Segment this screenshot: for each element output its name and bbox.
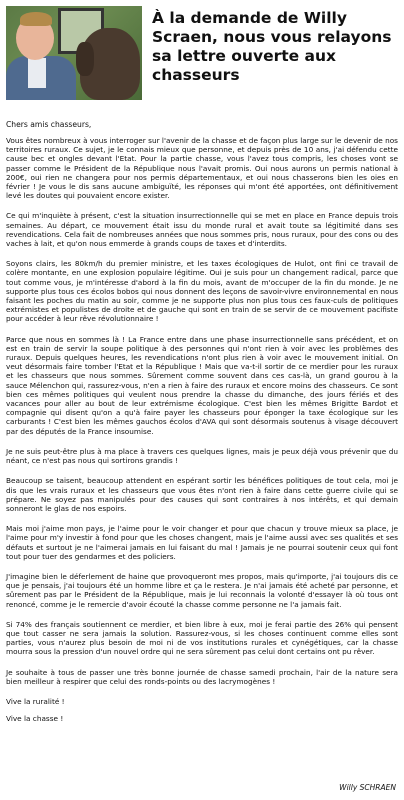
letter-paragraph: Mais moi j'aime mon pays, je l'aime pour le voir changer et pour que chacun y trouve mieux sa place, je l'aime pour m'y investir à fond pour que les choses changent, mais je l'aime aussi avec ses qualités et ses défauts et surtout je ne l'aimerai jamais en lui faisant du mal ! Jamais je ne pourrai soutenir ceux qui font tout pour tuer des gendarmes et des policiers. xyxy=(6,524,398,561)
closing-line: Vive la chasse ! xyxy=(6,713,64,723)
letter-paragraph: Beaucoup se taisent, beaucoup attendent en espérant sortir les bénéfices politiques de tout cela, moi je dis que les vrais ruraux et les chasseurs que vous êtes n'ont rien à faire dans cette guerre civile qui se prépare. Ne soyez pas manipulés pour des causes qui sont contraires à nos intérêts, et qui demain sonneront le glas de nos espoirs. xyxy=(6,476,398,513)
letter-paragraph: J'imagine bien le déferlement de haine que provoqueront mes propos, mais qu'importe, j'ai toujours dis ce que je pensais, j'ai toujours été un homme libre et ça le restera. Je n'ai jamais été acheté par personne, et sûrement pas par le Président de la République, mais je lui reconnais la volonté d'essayer là où tous ont renoncé, comme je le remercie d'avoir écouté la chasse comme personne ne l'a jamais fait. xyxy=(6,571,398,609)
photo-dog-ear xyxy=(76,42,94,76)
letter-paragraph: Je ne suis peut-être plus à ma place à travers ces quelques lignes, mais je peux déjà vous prévenir que du néant, ce n'est pas nous qui sortirons grandis ! xyxy=(6,446,398,466)
photo-man-shirt xyxy=(28,58,46,88)
article-header xyxy=(0,0,404,108)
closing-line: Vive la ruralité ! xyxy=(6,696,65,706)
letter-paragraph: Ce qui m'inquiète à présent, c'est la situation insurrectionnelle qui se met en place en France depuis trois semaines. Au départ, ce mouvement était issu du monde rural et avait toute sa légitimité dans ses revendications. Cela fait de nombreuses années que nous sommes pris, nous ruraux, pour des cons ou des vaches à lait, et qu'on nous emmerde à grands coups de taxes et d'interdits. xyxy=(6,211,398,249)
letter-paragraph: Si 74% des français soutiennent ce merdier, et bien libre à eux, moi je ferai partie des 26% qui pensent que tout casser ne sera jamais la solution. Rassurez-vous, si les choses continuent comme elles sont parties, vous n'aurez plus besoin de moi ni de vos institutions rurales et cynégétiques, car la chasse mourra sous la pression d'un nouvel ordre qui ne sera sûrement pas celui dont certains ont pu rêver. xyxy=(6,619,398,657)
author-photo xyxy=(6,6,142,100)
signature: Willy SCHRAEN xyxy=(339,783,396,792)
letter-paragraph: Soyons clairs, les 80km/h du premier ministre, et les taxes écologiques de Hulot, ont fini ce travail de colère montante, en une explosion populaire légitime. Oui je suis pour un changement radical, parce que tout comme vous, je m'intéresse d'abord à la fin du mois, avant de m'occuper de la fin du monde. Je ne supporte plus tous ces écolos bobos qui nous donnent des leçons de savoir-vivre environnemental en nous faisant les poches du matin au soir, comme je ne supporte plus non plus tous ces faux-culs de politiques extrémistes et populistes de droite et de gauche qui sont en train de se servir de ce mouvement pacifiste pour accéder à leur rêve révolutionnaire ! xyxy=(6,259,398,324)
letter-body xyxy=(6,120,398,731)
letter-paragraph: Parce que nous en sommes là ! La France entre dans une phase insurrectionnelle sans précédent, et on est en train de servir la soupe politique à des personnes qui n'ont rien à voir avec les problèmes des ruraux. Depuis quelques heures, les revendications n'ont plus rien à voir avec le mouvement initial. On veut désormais faire tomber l'Etat et la République ! Mais que va-t-il sortir de ce merdier pour les ruraux et les chasseurs que nous sommes. Sûrement comme souvent dans ces cas-là, un grand gourou à la sauce Mélenchon qui, rassurez-vous, n'en a rien à faire des ruraux et encore moins des chasseurs. Ce sont bien ces mêmes politiques qui veulent nous prendre la chasse du dimanche, des jours fériés et des vacances pour aller au bout de leur extrémisme écologique. C'est bien les mêmes Brigitte Bardot et compagnie qui disent qu'on a qu'à faire payer les chasseurs pour éponger la taxe écologique sur les carburants ! C'est bien les mêmes gauchos écolos d'AVA qui sont désormais soutenus à visage découvert par des députés de la France insoumise. xyxy=(6,334,398,436)
letter-paragraph: Vous êtes nombreux à vous interroger sur l'avenir de la chasse et de façon plus large sur le devenir de nos territoires ruraux. Ce sujet, je le connais mieux que personne, et depuis près de 10 ans, j'ai défendu cette cause bec et ongles devant l'Etat. Pour la partie chasse, vous l'avez tous compris, les choses vont se passer comme le Président de la République nous l'avait promis. Oui nous aurons un permis national à 200€, oui rien ne changera pour nos permis départementaux, et oui nous chasserons bien les oies en février ! Je vous le dis sans aucune ambiguïté, les réponses qui m'ont été apportées, ont définitivement levé les doutes qui pouvaient encore exister. xyxy=(6,136,398,201)
letter-paragraph: Je souhaite à tous de passer une très bonne journée de chasse samedi prochain, l'air de la nature sera bien meilleur à respirer que celui des ronds-points ou des lacrymogènes ! xyxy=(6,667,398,686)
photo-man-hair xyxy=(20,12,52,26)
letter-greeting: Chers amis chasseurs, xyxy=(6,120,92,129)
article-title: À la demande de Willy Scraen, nous vous relayons sa lettre ouverte aux chasseurs xyxy=(152,9,392,84)
